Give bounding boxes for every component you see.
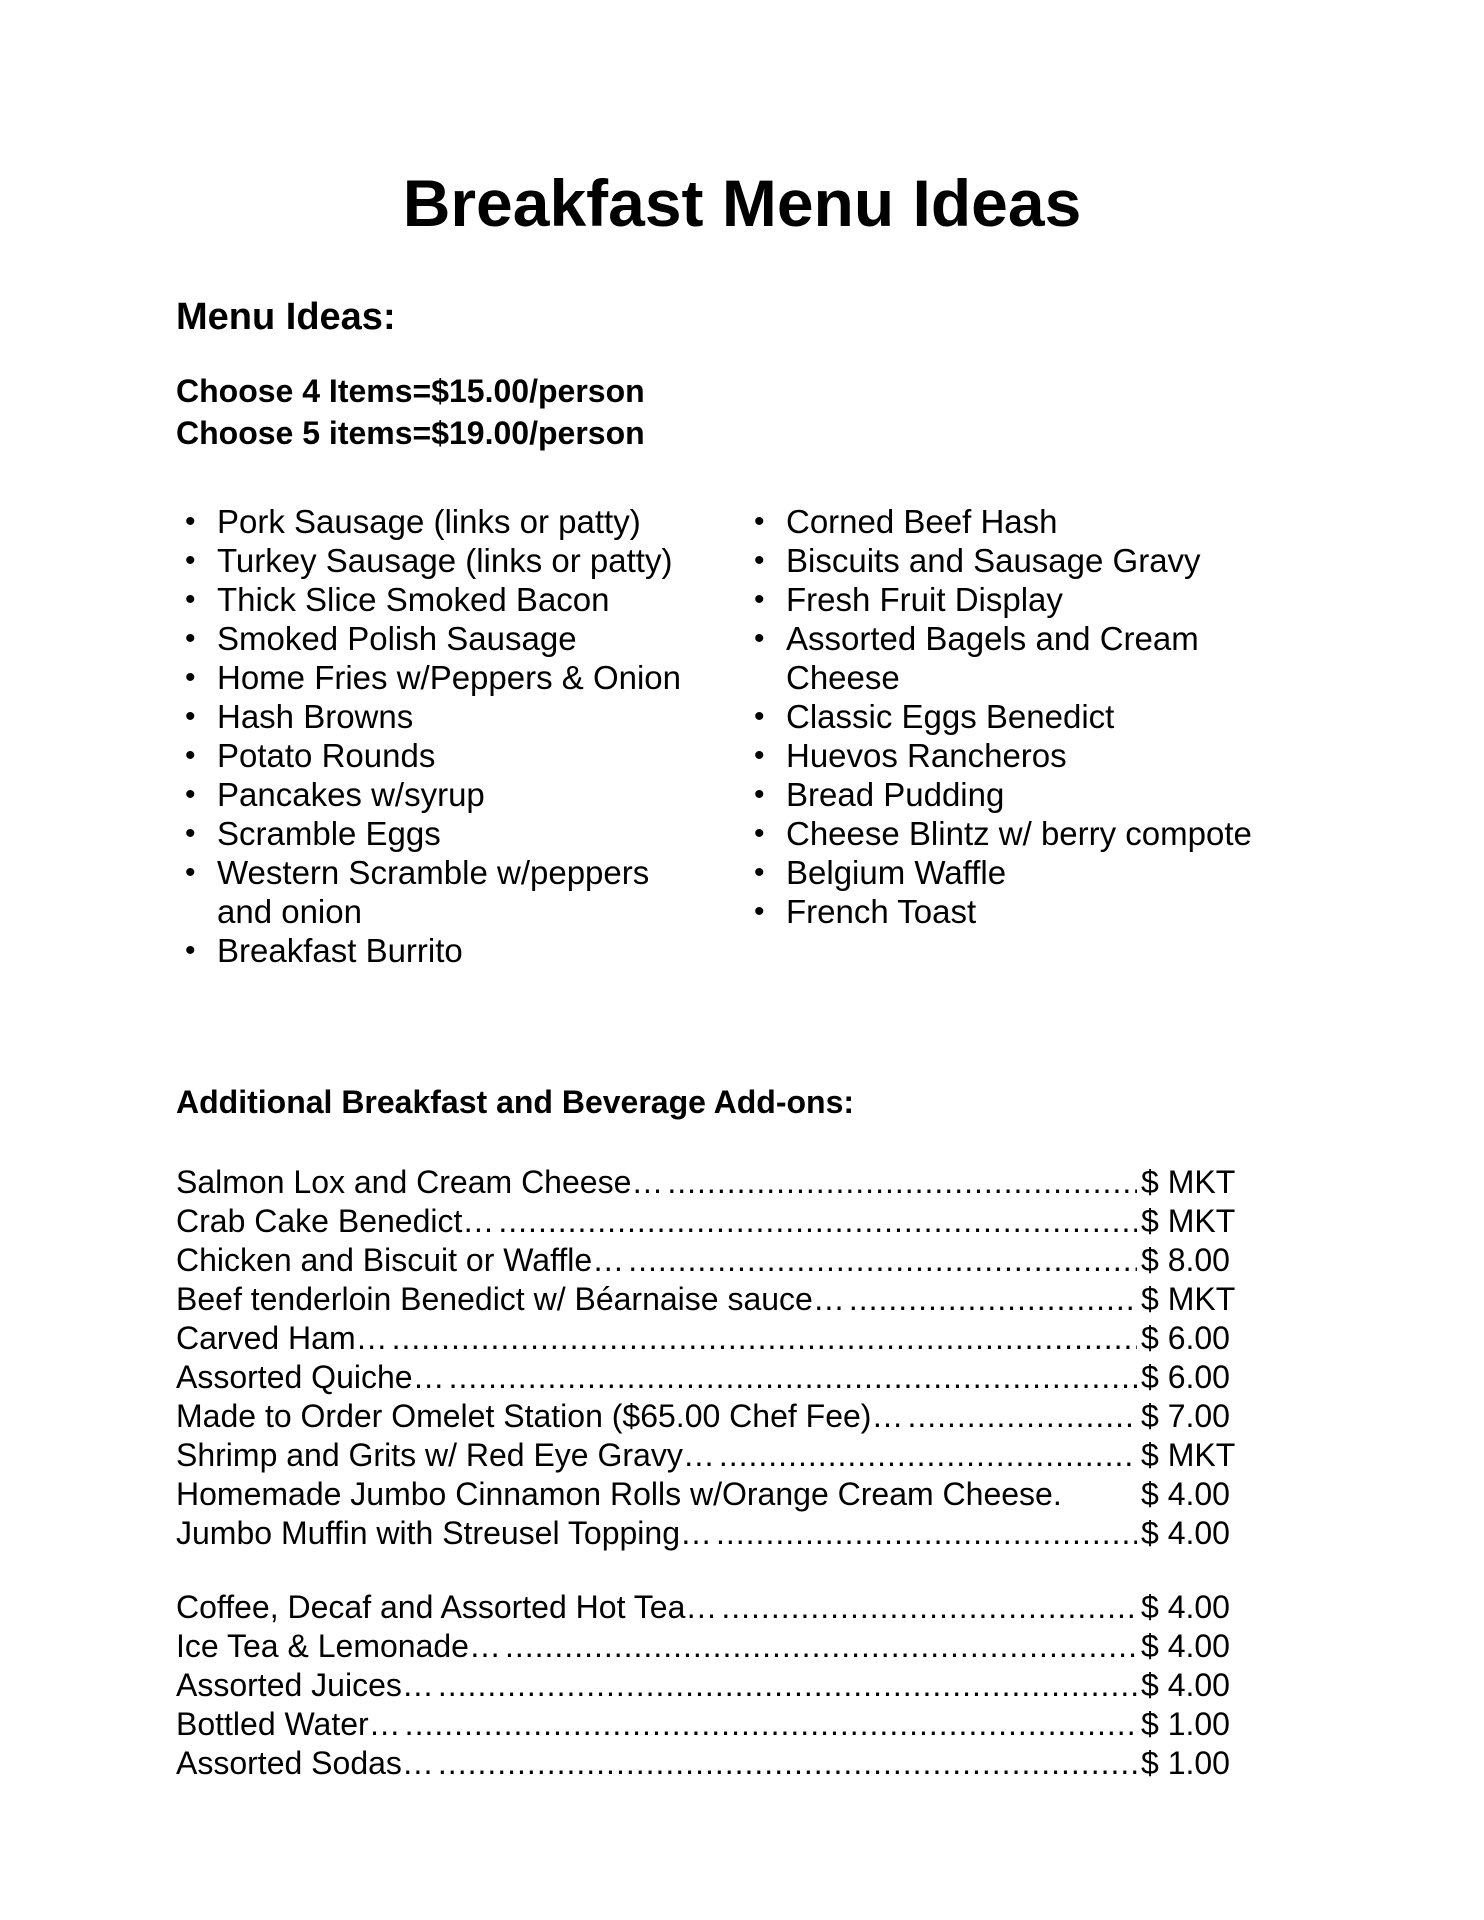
list-item: • Biscuits and Sausage Gravy: [745, 541, 1305, 580]
list-item: • Belgium Waffle: [745, 853, 1305, 892]
addon-name: Homemade Jumbo Cinnamon Rolls w/Orange Cream Cheese.: [176, 1476, 1062, 1512]
addon-price: $ MKT: [1141, 1164, 1236, 1200]
addon-name: Assorted Juices…: [176, 1667, 434, 1703]
addon-name: Jumbo Muffin with Streusel Topping…: [176, 1515, 712, 1551]
addon-price: $ 1.00: [1141, 1706, 1230, 1742]
addon-row: [176, 1744, 1241, 1783]
dot-leader: [907, 1397, 1137, 1436]
list-item: • Classic Eggs Benedict: [745, 697, 1305, 736]
dot-leader: [438, 1744, 1137, 1783]
addon-row: [176, 1475, 1241, 1514]
list-item: • Scramble Eggs: [176, 814, 716, 853]
addon-name: Assorted Quiche…: [176, 1359, 445, 1395]
addon-price: $ MKT: [1141, 1281, 1236, 1317]
list-item: • Potato Rounds: [176, 736, 716, 775]
dot-leader: [721, 1588, 1137, 1627]
list-item: • Breakfast Burrito: [176, 931, 716, 970]
list-item: • Fresh Fruit Display: [745, 580, 1305, 619]
addon-price: $ 7.00: [1141, 1398, 1230, 1434]
menu-items-list-left: [176, 502, 716, 970]
list-item: • Home Fries w/Peppers & Onion: [176, 658, 716, 697]
dot-leader: [849, 1280, 1137, 1319]
addon-price: $ MKT: [1141, 1203, 1236, 1239]
addon-row: [176, 1202, 1241, 1241]
addon-name: Crab Cake Benedict…: [176, 1203, 495, 1239]
addon-price: $ 4.00: [1141, 1667, 1230, 1703]
addon-price: $ 6.00: [1141, 1359, 1230, 1395]
addon-name: Carved Ham…: [176, 1320, 388, 1356]
list-item: • Hash Browns: [176, 697, 716, 736]
addon-row: [176, 1319, 1241, 1358]
list-item: • Turkey Sausage (links or patty): [176, 541, 716, 580]
addon-name: Salmon Lox and Cream Cheese…: [176, 1164, 664, 1200]
addon-row: [176, 1241, 1241, 1280]
food-addons-list: [176, 1163, 1241, 1553]
list-item: • Western Scramble w/peppers and onion: [176, 853, 672, 931]
addon-price: $ 4.00: [1141, 1515, 1230, 1551]
addon-name: Coffee, Decaf and Assorted Hot Tea…: [176, 1589, 718, 1625]
pricing-line-4-items: Choose 4 Items=$15.00/person: [176, 373, 645, 409]
dot-leader: [628, 1241, 1137, 1280]
list-item: • Huevos Rancheros: [745, 736, 1305, 775]
addon-row: [176, 1705, 1241, 1744]
addon-name: Assorted Sodas…: [176, 1745, 434, 1781]
addon-name: Ice Tea & Lemonade…: [176, 1628, 501, 1664]
list-item: • Assorted Bagels and Cream Cheese: [745, 619, 1256, 697]
addon-price: $ 1.00: [1141, 1745, 1230, 1781]
pricing-block: [176, 370, 645, 454]
dot-leader: [449, 1358, 1137, 1397]
addon-name: Made to Order Omelet Station ($65.00 Chef Fee)…: [176, 1398, 904, 1434]
menu-items-list-right: [745, 502, 1305, 931]
addon-price: $ MKT: [1141, 1437, 1236, 1473]
list-item: • Thick Slice Smoked Bacon: [176, 580, 716, 619]
addon-row: [176, 1588, 1241, 1627]
addon-price: $ 8.00: [1141, 1242, 1230, 1278]
list-item: • Bread Pudding: [745, 775, 1305, 814]
dot-leader: [438, 1666, 1137, 1705]
dot-leader: [667, 1163, 1137, 1202]
addon-name: Beef tenderloin Benedict w/ Béarnaise sauce…: [176, 1281, 845, 1317]
dot-leader: [505, 1627, 1137, 1666]
addon-row: [176, 1280, 1241, 1319]
list-item: • Pork Sausage (links or patty): [176, 502, 716, 541]
menu-items-right-column: [745, 502, 1305, 931]
addon-row: [176, 1397, 1241, 1436]
addon-row: [176, 1436, 1241, 1475]
addon-price: $ 6.00: [1141, 1320, 1230, 1356]
addon-name: Chicken and Biscuit or Waffle…: [176, 1242, 625, 1278]
dot-leader: [498, 1202, 1137, 1241]
addon-row: [176, 1627, 1241, 1666]
addon-row: [176, 1163, 1241, 1202]
dot-leader: [716, 1514, 1137, 1553]
list-item: • Smoked Polish Sausage: [176, 619, 716, 658]
addons-heading: Additional Breakfast and Beverage Add-ons:: [176, 1084, 855, 1120]
addon-row: [176, 1514, 1241, 1553]
menu-ideas-heading: Menu Ideas:: [176, 296, 396, 338]
addon-row: [176, 1358, 1241, 1397]
addon-price: $ 4.00: [1141, 1628, 1230, 1664]
list-item: • Corned Beef Hash: [745, 502, 1305, 541]
addon-price: $ 4.00: [1141, 1476, 1230, 1512]
list-item: • French Toast: [745, 892, 1305, 931]
dot-leader: [392, 1319, 1137, 1358]
list-item: • Cheese Blintz w/ berry compote: [745, 814, 1305, 853]
dot-leader: [719, 1436, 1137, 1475]
addon-price: $ 4.00: [1141, 1589, 1230, 1625]
addon-name: Bottled Water…: [176, 1706, 401, 1742]
list-item: • Pancakes w/syrup: [176, 775, 716, 814]
addon-row: [176, 1666, 1241, 1705]
dot-leader: [405, 1705, 1137, 1744]
menu-items-left-column: [176, 502, 716, 970]
page-title: Breakfast Menu Ideas: [402, 166, 1082, 240]
pricing-line-5-items: Choose 5 items=$19.00/person: [176, 415, 645, 451]
addon-name: Shrimp and Grits w/ Red Eye Gravy…: [176, 1437, 715, 1473]
beverage-addons-list: [176, 1588, 1241, 1783]
